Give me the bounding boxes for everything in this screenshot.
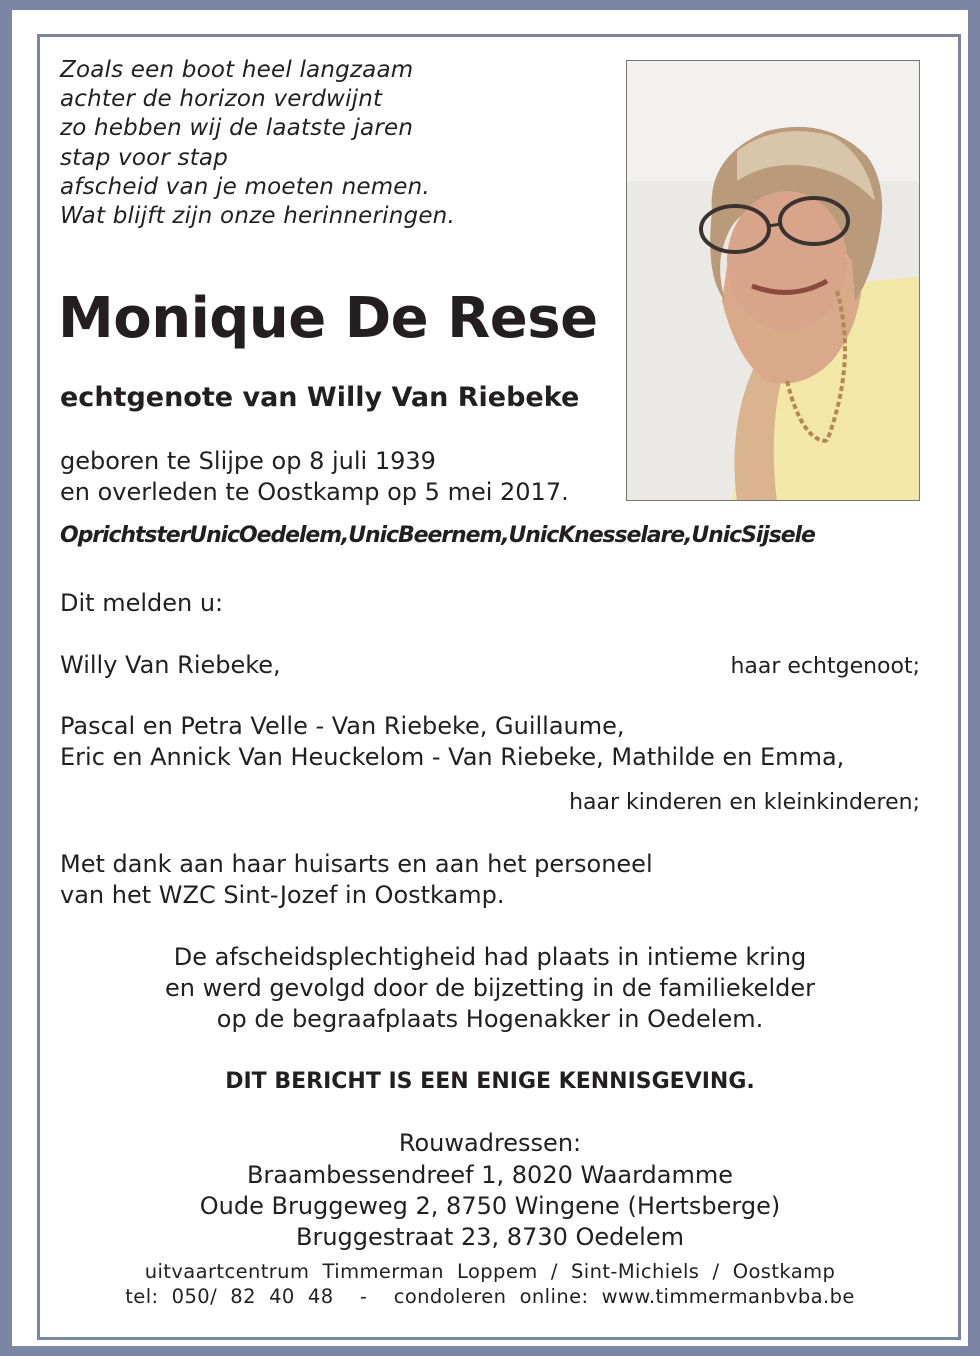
born-line: geboren te Slijpe op 8 juli 1939: [60, 447, 436, 475]
thanks-line: Met dank aan haar huisarts en aan het personeel: [60, 850, 653, 878]
children-line: Pascal en Petra Velle - Van Riebeke, Guillaume,: [60, 712, 625, 740]
life-dates: [60, 446, 569, 508]
poem-line: Wat blijft zijn onze herinneringen.: [60, 202, 455, 229]
poem-line: Zoals een boot heel langzaam: [60, 57, 414, 83]
children-role: haar kinderen en kleinkinderen;: [569, 790, 920, 815]
died-line: en overleden te Oostkamp op 5 mei 2017.: [60, 478, 569, 506]
founder-line: OprichtsterUnicOedelem,UnicBeernem,UnicKnesselare,UnicSijsele: [60, 523, 815, 548]
portrait-photo: [626, 60, 920, 501]
notice-line: DIT BERICHT IS EEN ENIGE KENNISGEVING.: [225, 1069, 755, 1094]
thanks-line: van het WZC Sint-Jozef in Oostkamp.: [60, 881, 505, 909]
poem: [60, 56, 455, 231]
address-line: Braambessendreef 1, 8020 Waardamme: [246, 1161, 734, 1189]
ceremony-line: op de begraafplaats Hogenakker in Oedelem.: [216, 1005, 764, 1033]
deceased-name: Monique De Rese: [58, 286, 598, 351]
poem-line: achter de horizon verdwijnt: [60, 86, 383, 113]
husband-role: haar echtgenoot;: [730, 654, 920, 679]
funeral-home-line: uitvaartcentrum Timmerman Loppem / Sint-Michiels / Oostkamp: [144, 1260, 836, 1283]
poem-line: stap voor stap: [60, 144, 229, 171]
spouse-line: echtgenote van Willy Van Riebeke: [60, 382, 580, 413]
portrait-illustration: [627, 61, 920, 501]
contact-line: tel: 050/ 82 40 48 - condoleren online: www.timmermanbvba.be: [125, 1285, 855, 1308]
announce-line: Dit melden u:: [60, 589, 224, 617]
address-line: Oude Bruggeweg 2, 8750 Wingene (Hertsberge): [199, 1192, 781, 1220]
husband-name: Willy Van Riebeke,: [60, 651, 281, 679]
poem-line: afscheid van je moeten nemen.: [60, 173, 430, 200]
address-line: Bruggestraat 23, 8730 Oedelem: [296, 1223, 684, 1251]
children-line: Eric en Annick Van Heuckelom - Van Riebeke, Mathilde en Emma,: [60, 743, 845, 771]
ceremony-line: De afscheidsplechtigheid had plaats in intieme kring: [173, 943, 807, 971]
ceremony-line: en werd gevolgd door de bijzetting in de familiekelder: [165, 974, 815, 1002]
poem-line: zo hebben wij de laatste jaren: [60, 115, 414, 142]
addresses-title: Rouwadressen:: [398, 1129, 582, 1157]
